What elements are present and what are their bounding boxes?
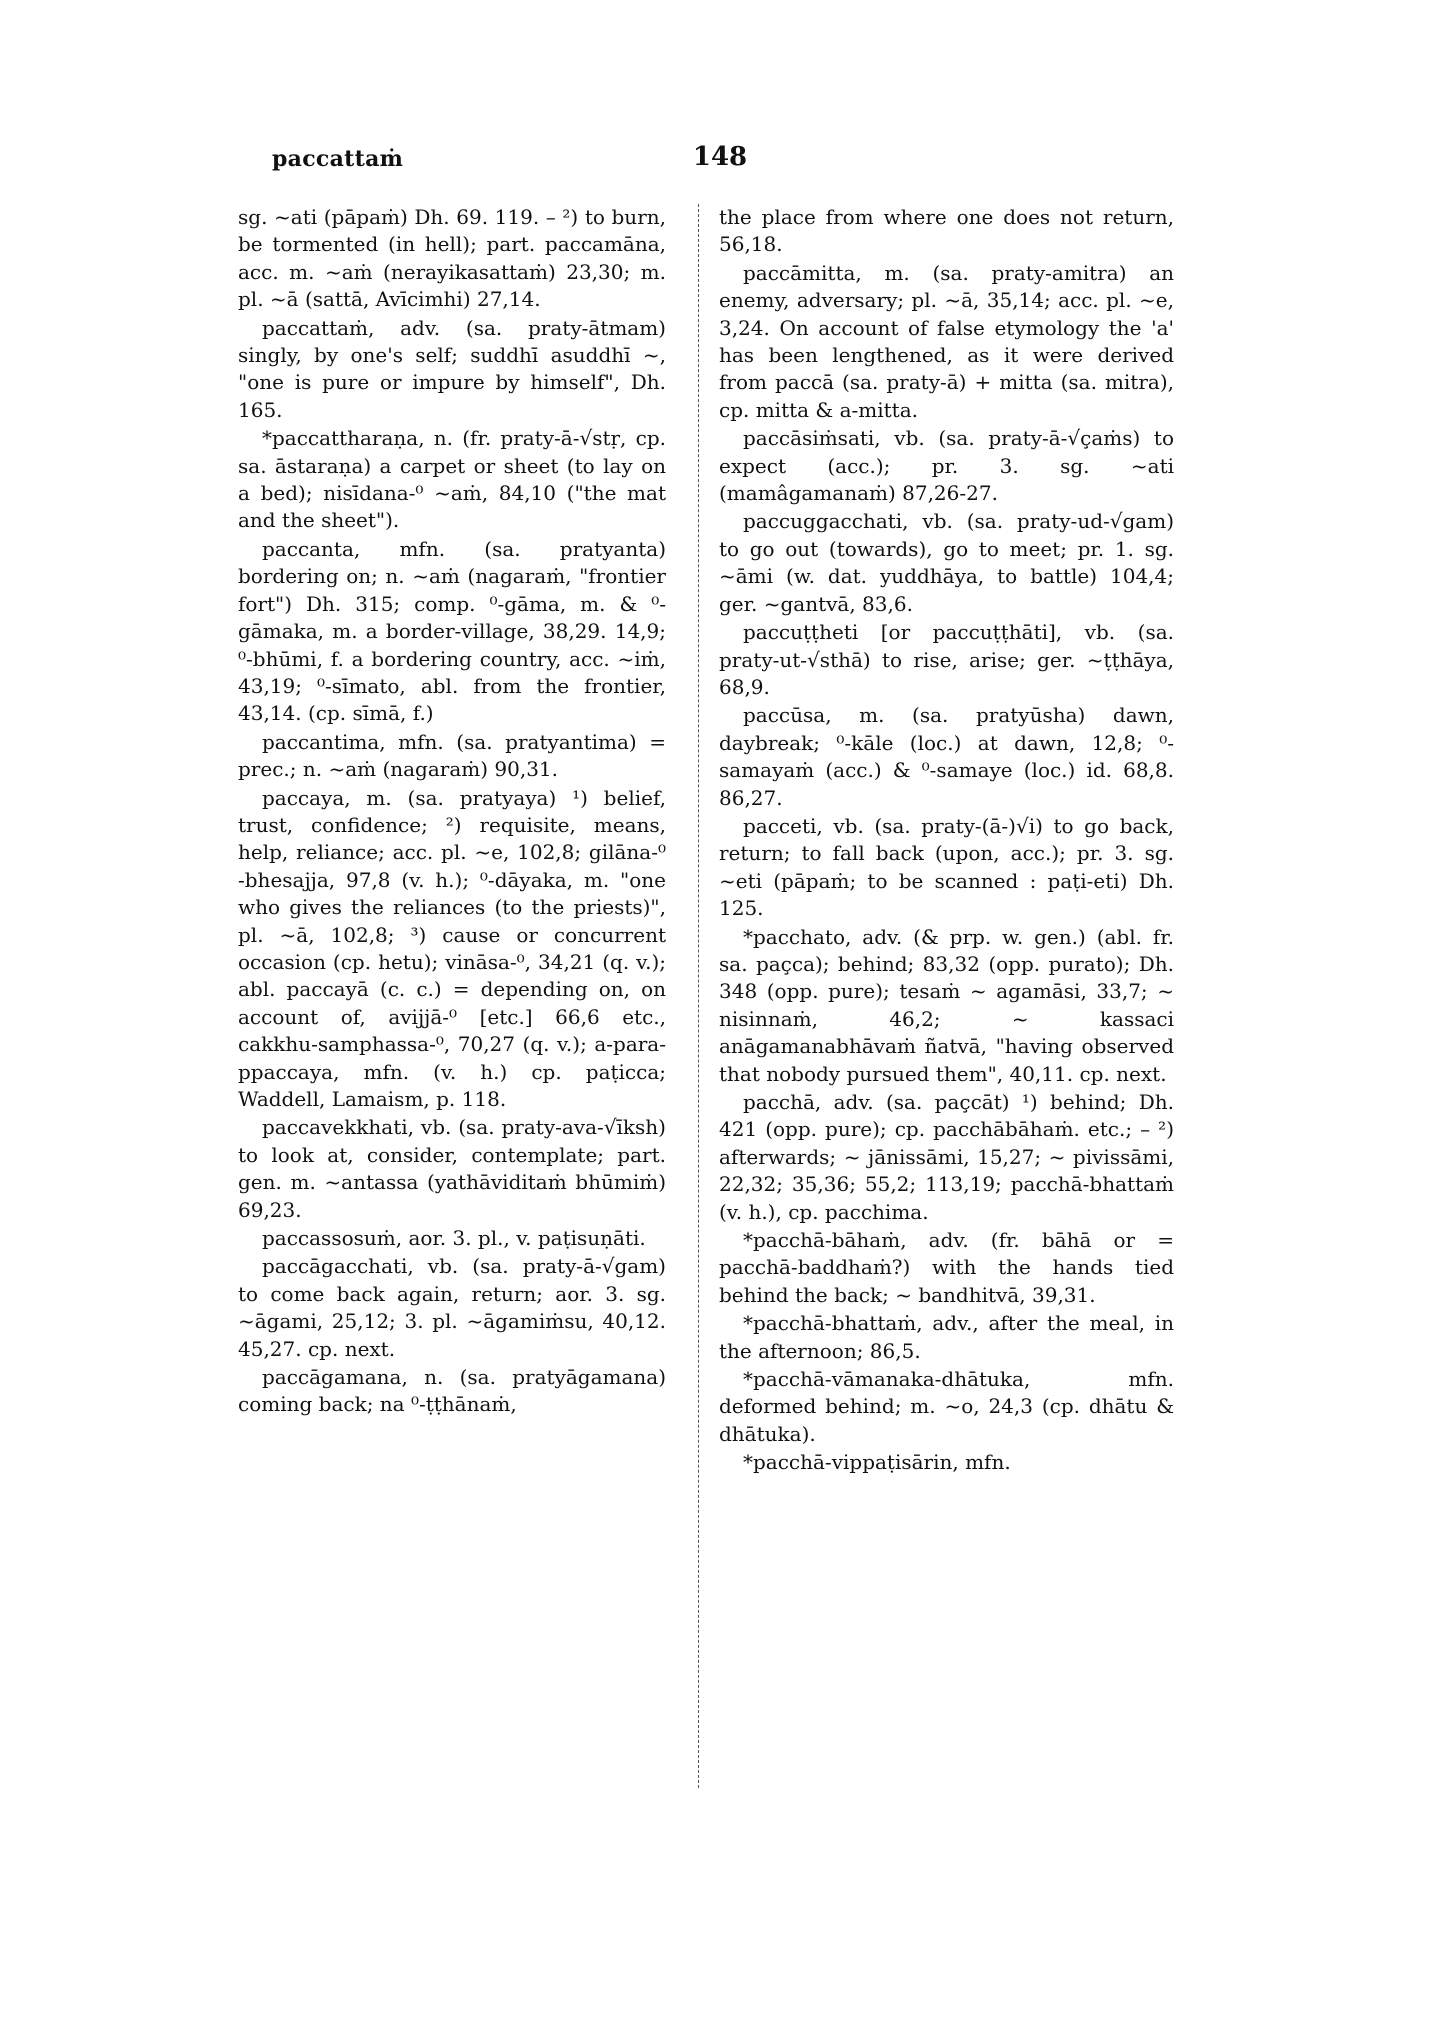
- dictionary-entry: *pacchā-vippaṭisārin, mfn.: [743, 1450, 1011, 1475]
- dictionary-entry: paccāsiṁsati, vb. (sa. praty-ā-√çaṁs) to expect (acc.); pr. 3. sg. ~ati (mamâgamanaṁ) 87,26-27.: [719, 426, 1174, 506]
- dictionary-entry: paccassosuṁ, aor. 3. pl., v. paṭisuṇāti.: [262, 1226, 646, 1251]
- dictionary-entry: the place from where one does not return, 56,18.: [719, 205, 1174, 257]
- dictionary-entry: *pacchato, adv. (& prp. w. gen.) (abl. fr. sa. paçca); behind; 83,32 (opp. purato); Dh. 348 (opp. pure); tesaṁ ~ agamāsi, 33,7; ~ nisinnaṁ, 46,2; ~ kassaci anāgamanabhāvaṁ ñatvā, "having observed that nobody pursued them", 40,11. cp. next.: [719, 924, 1174, 1086]
- dictionary-entry: paccaya, m. (sa. pratyaya) ¹) belief, trust, confidence; ²) requisite, means, help, reliance; acc. pl. ~e, 102,8; gilāna-⁰ -bhesajja, 97,8 (v. h.); ⁰-dāyaka, m. "one who gives the reliances (to the priests)", pl. ~ā, 102,8; ³) cause or concurrent occasion (cp. hetu); vināsa-⁰, 34,21 (q. v.); abl. paccayā (c. c.) = depending on, on account of, avijjā-⁰ [etc.] 66,6 etc., cakkhu-samphassa-⁰, 70,27 (q. v.); a-para-ppaccaya, mfn. (v. h.) cp. paṭicca; Waddell, Lamaism, p. 118.: [238, 785, 666, 1111]
- page-number: 148: [692, 142, 748, 172]
- column-divider: [698, 204, 699, 1788]
- dictionary-entry: paccanta, mfn. (sa. pratyanta) bordering on; n. ~aṁ (nagaraṁ, "frontier fort") Dh. 315; comp. ⁰-gāma, m. & ⁰-gāmaka, m. a border-village, 38,29. 14,9; ⁰-bhūmi, f. a bordering country, acc. ~iṁ, 43,19; ⁰-sīmato, abl. from the frontier, 43,14. (cp. sīmā, f.): [238, 536, 666, 726]
- dictionary-entry: paccāmitta, m. (sa. praty-amitra) an enemy, adversary; pl. ~ā, 35,14; acc. pl. ~e, 3,24. On account of false etymology the 'a' has been lengthened, as it were derived from paccā (sa. praty-ā) + mitta (sa. mitra), cp. mitta & a-mitta.: [719, 260, 1174, 422]
- running-head: paccattaṁ: [272, 146, 404, 172]
- dictionary-entry: *pacchā-bhattaṁ, adv., after the meal, in the afternoon; 86,5.: [719, 1311, 1174, 1363]
- dictionary-entry: paccāgamana, n. (sa. pratyāgamana) coming back; na ⁰-ṭṭhānaṁ,: [238, 1365, 666, 1417]
- dictionary-entry: paccāgacchati, vb. (sa. praty-ā-√gam) to come back again, return; aor. 3. sg. ~āgami, 25,12; 3. pl. ~āgamiṁsu, 40,12. 45,27. cp. next.: [238, 1254, 666, 1361]
- dictionary-entry: *pacchā-bāhaṁ, adv. (fr. bāhā or = pacchā-baddhaṁ?) with the hands tied behind the back; ~ bandhitvā, 39,31.: [719, 1228, 1174, 1307]
- dictionary-entry: pacceti, vb. (sa. praty-(ā-)√i) to go back, return; to fall back (upon, acc.); pr. 3. sg. ~eti (pāpaṁ; to be scanned : paṭi-eti) Dh. 125.: [719, 813, 1174, 921]
- dictionary-entry: sg. ~ati (pāpaṁ) Dh. 69. 119. – ²) to burn, be tormented (in hell); part. paccamāna, acc. m. ~aṁ (nerayikasattaṁ) 23,30; m. pl. ~ā (sattā, Avīcimhi) 27,14.: [238, 205, 666, 312]
- left-column: [238, 204, 666, 1420]
- dictionary-entry: paccavekkhati, vb. (sa. praty-ava-√īksh) to look at, consider, contemplate; part. gen. m. ~antassa (yathāviditaṁ bhūmiṁ) 69,23.: [238, 1115, 666, 1222]
- dictionary-entry: *paccattharaṇa, n. (fr. praty-ā-√stṛ, cp. sa. āstaraṇa) a carpet or sheet (to lay on a bed); nisīdana-⁰ ~aṁ, 84,10 ("the mat and the sheet").: [238, 426, 666, 533]
- dictionary-entry: paccattaṁ, adv. (sa. praty-ātmam) singly, by one's self; suddhī asuddhī ~, "one is pure or impure by himself", Dh. 165.: [238, 315, 666, 422]
- right-column: [719, 204, 1174, 1478]
- dictionary-entry: paccūsa, m. (sa. pratyūsha) dawn, daybreak; ⁰-kāle (loc.) at dawn, 12,8; ⁰-samayaṁ (acc.) & ⁰-samaye (loc.) id. 68,8. 86,27.: [719, 703, 1174, 810]
- dictionary-entry: paccuggacchati, vb. (sa. praty-ud-√gam) to go out (towards), go to meet; pr. 1. sg. ~āmi (w. dat. yuddhāya, to battle) 104,4; ger. ~gantvā, 83,6.: [719, 509, 1174, 616]
- dictionary-entry: paccuṭṭheti [or paccuṭṭhāti], vb. (sa. praty-ut-√sthā) to rise, arise; ger. ~ṭṭhāya, 68,9.: [719, 620, 1174, 699]
- dictionary-entry: *pacchā-vāmanaka-dhātuka, mfn. deformed behind; m. ~o, 24,3 (cp. dhātu & dhātuka).: [719, 1367, 1174, 1446]
- dictionary-entry: pacchā, adv. (sa. paçcāt) ¹) behind; Dh. 421 (opp. pure); cp. pacchābāhaṁ. etc.; – ²) afterwards; ~ jānissāmi, 15,27; ~ pivissāmi, 22,32; 35,36; 55,2; 113,19; pacchā-bhattaṁ (v. h.), cp. pacchima.: [719, 1090, 1174, 1224]
- dictionary-entry: paccantima, mfn. (sa. pratyantima) = prec.; n. ~aṁ (nagaraṁ) 90,31.: [238, 729, 666, 782]
